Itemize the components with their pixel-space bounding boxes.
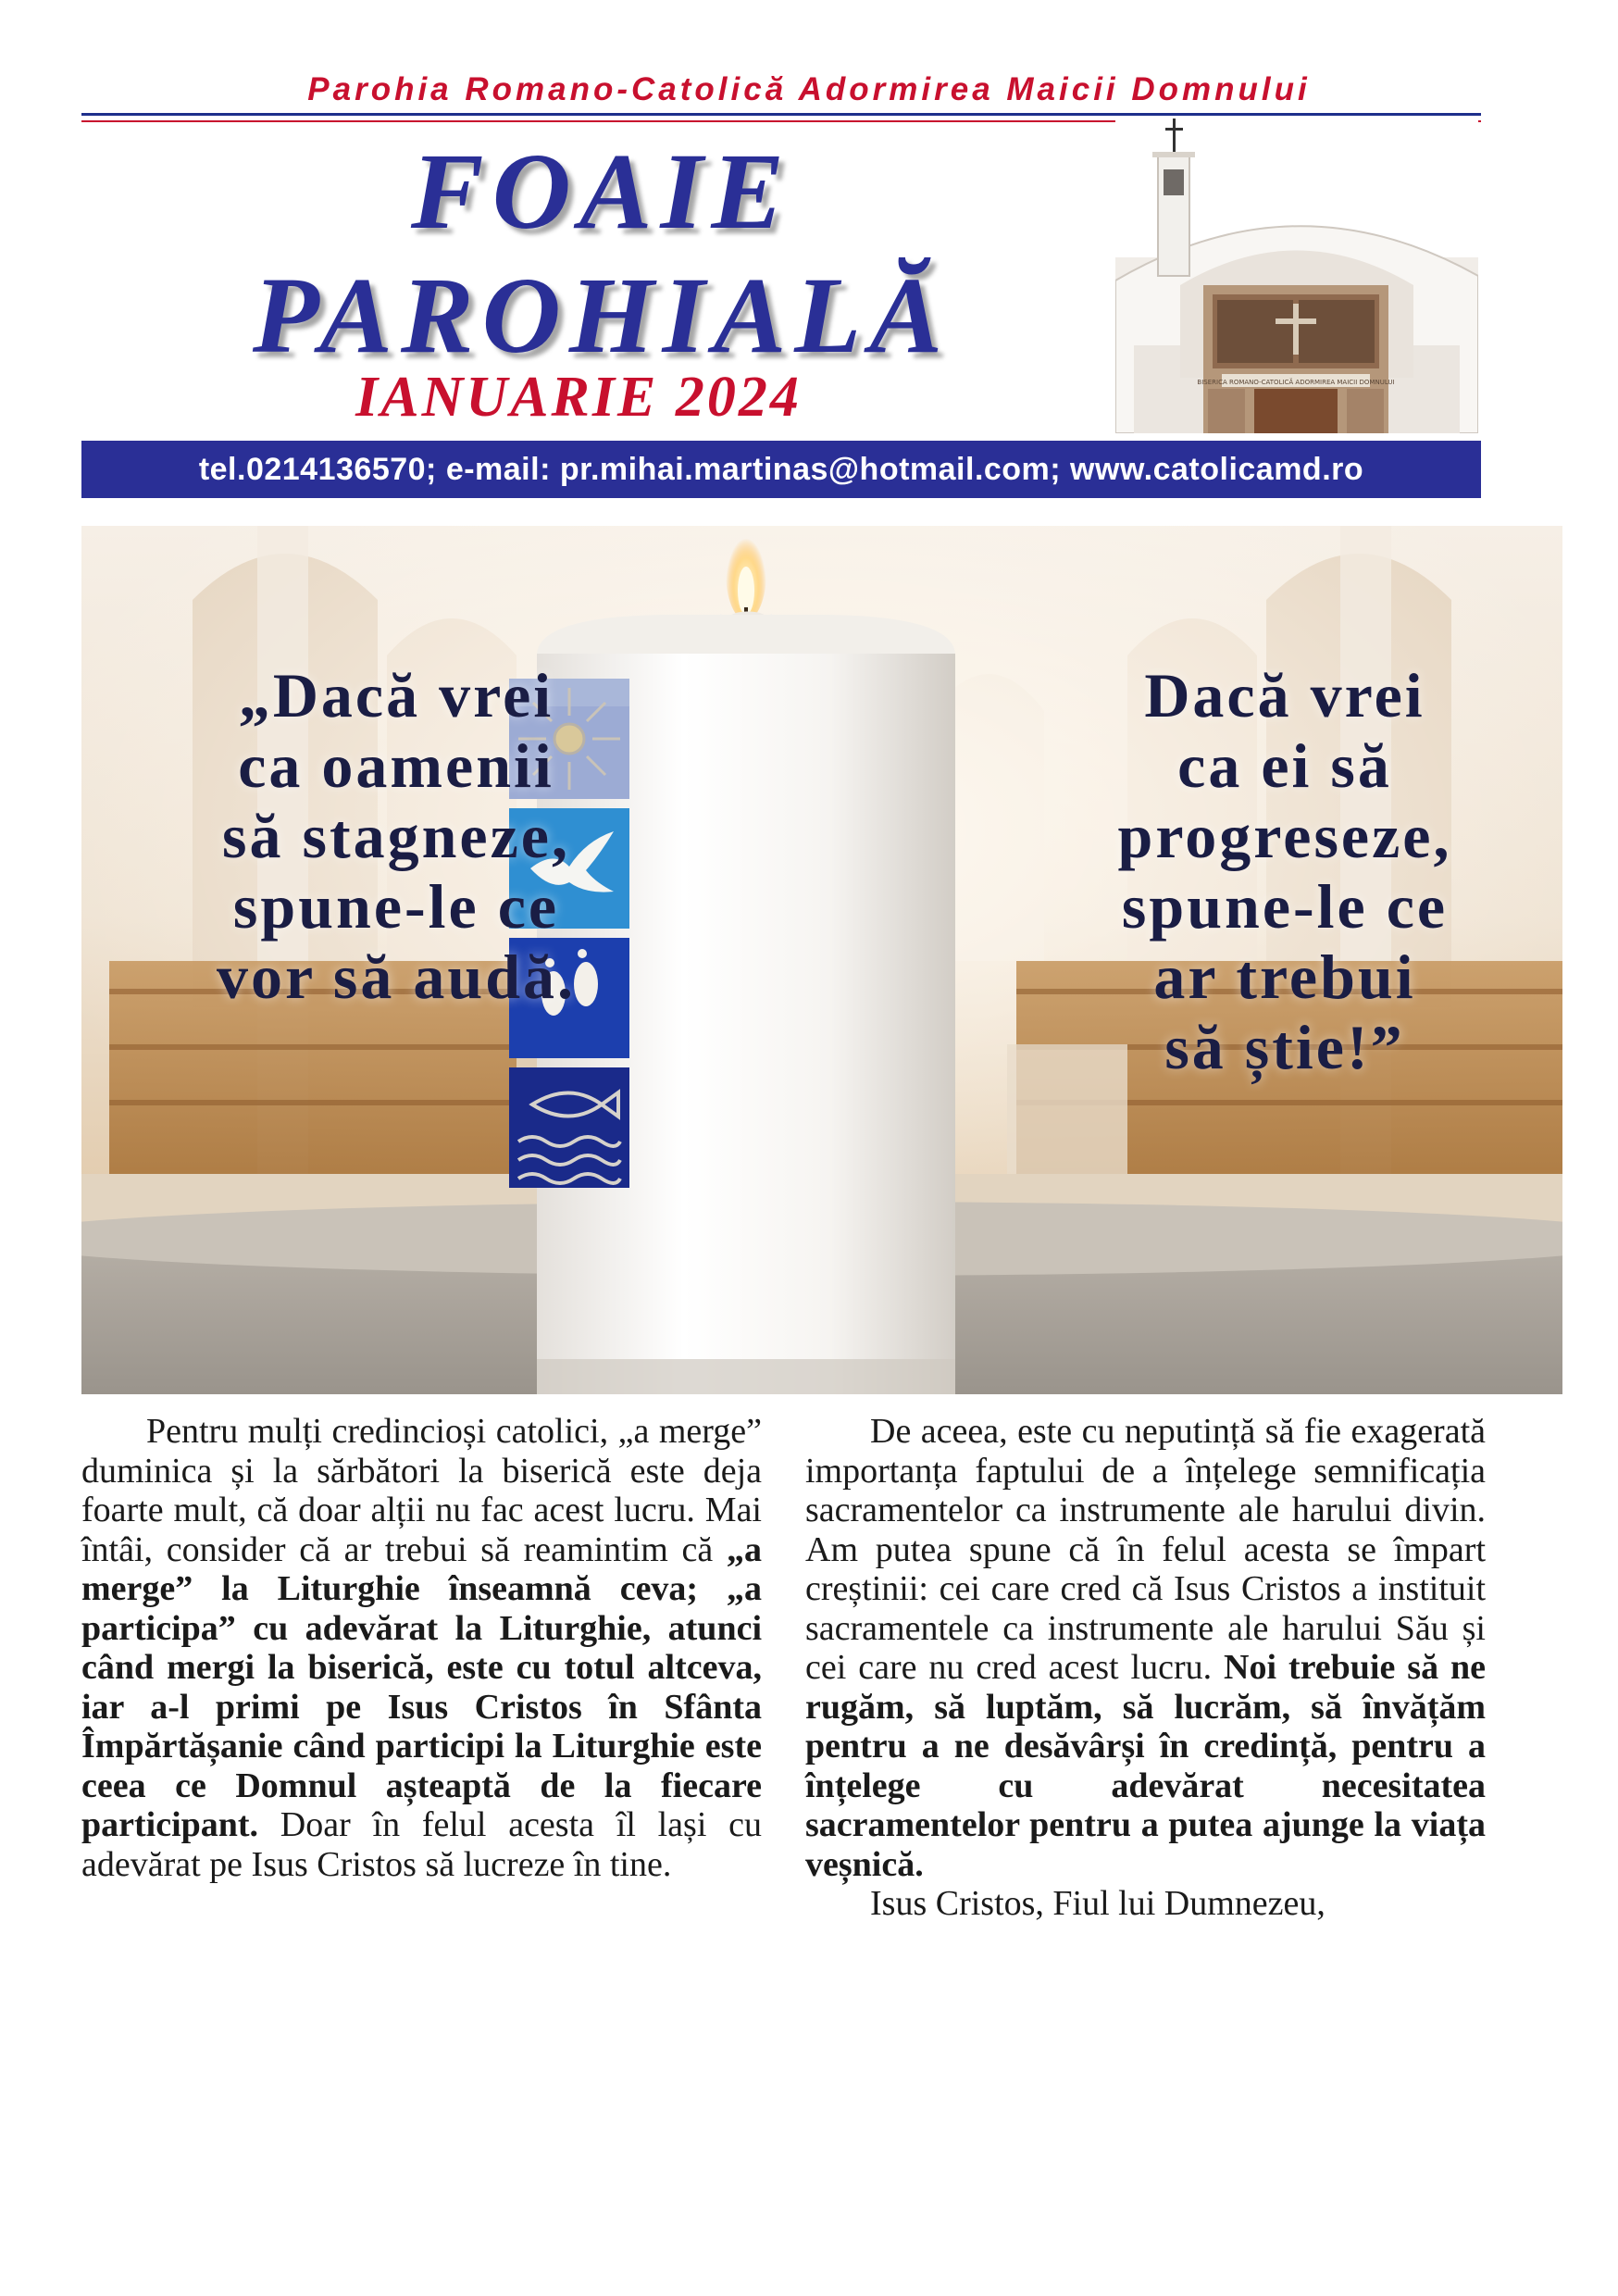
quote-left-line: să stagneze, — [222, 801, 570, 871]
quote-left-line: ca oamenii — [238, 730, 554, 801]
parish-name: Parohia Romano-Catolică Adormirea Maicii Domnului — [307, 71, 1311, 107]
header-rule-blue — [81, 113, 1481, 116]
article-paragraph — [805, 1412, 1486, 1884]
quote-left-line: spune-le ce — [232, 871, 560, 942]
article-bold-text: „a merge” la Liturghie înseamnă ceva; „a participa” cu adevărat la Liturghie, atunci când mergi la biserică, este cu totul altceva, iar a-l primi pe Isus Cristos în Sfânta Împărtășanie când participi la Liturghie este ceea ce Domnul așteaptă de la fiecare participant. — [81, 1529, 762, 1844]
church-sign-text: BISERICA ROMANO-CATOLICĂ ADORMIREA MAICII DOMNULUI — [1197, 379, 1395, 386]
church-illustration — [1115, 119, 1478, 433]
quote-left-line: vor să audă. — [216, 942, 577, 1012]
article-text: De aceea, este cu neputință să fie exagerată importanța faptului de a înțelege semnificația sacramentelor ca instrumente ale harului divin. Am putea spune că în felul acesta se împart creștinii: cei care cred că Isus Cristos a instituit sacramentele ca instrumente ale harului Său și cei care nu cred acest lucru. — [805, 1412, 1486, 1687]
quote-right-line: spune-le ce — [1121, 871, 1449, 942]
quote-left-line: „Dacă vrei — [238, 660, 554, 730]
quote-right-line: progreseze, — [1117, 801, 1452, 871]
article-bold-text: Noi trebuie să ne rugăm, să luptăm, să lucrăm, să învățăm pentru a ne desăvârși în credință, pentru a înțelege cu adevărat necesitatea sacramentelor pentru a putea ajunge la viața veșnică. — [805, 1648, 1486, 1884]
quote-right-line: ar trebui — [1153, 942, 1416, 1012]
quote-right-line: Dacă vrei — [1144, 660, 1425, 730]
contact-bar: tel.0214136570; e-mail: pr.mihai.martinas@hotmail.com; www.catolicamd.ro — [81, 441, 1481, 498]
quote-right-line: să știe!” — [1164, 1012, 1405, 1082]
quote-right — [1007, 660, 1562, 1082]
title-line-2: PAROHIALĂ — [252, 255, 952, 376]
quote-left — [118, 660, 674, 1012]
article-paragraph: Isus Cristos, Fiul lui Dumnezeu, — [870, 1884, 1326, 1923]
quote-right-line: ca ei să — [1177, 730, 1392, 801]
cover-photo — [81, 526, 1562, 1394]
article-text: Doar în felul acesta îl lași cu adevărat pe Isus Cristos să lucreze în tine. — [81, 1805, 762, 1884]
article-text: Pentru mulți credincioși catolici, „a merge” duminica și la sărbători la biserică este deja foarte mult, că doar alții nu fac acest lucru. Mai întâi, consider că ar trebui să reamintim că — [81, 1412, 762, 1569]
title-line-1: FOAIE — [410, 131, 793, 252]
article-column-left — [81, 1412, 762, 1884]
issue-month: IANUARIE 2024 — [355, 366, 802, 429]
article-column-right — [805, 1412, 1486, 1924]
article-paragraph — [81, 1412, 762, 1884]
